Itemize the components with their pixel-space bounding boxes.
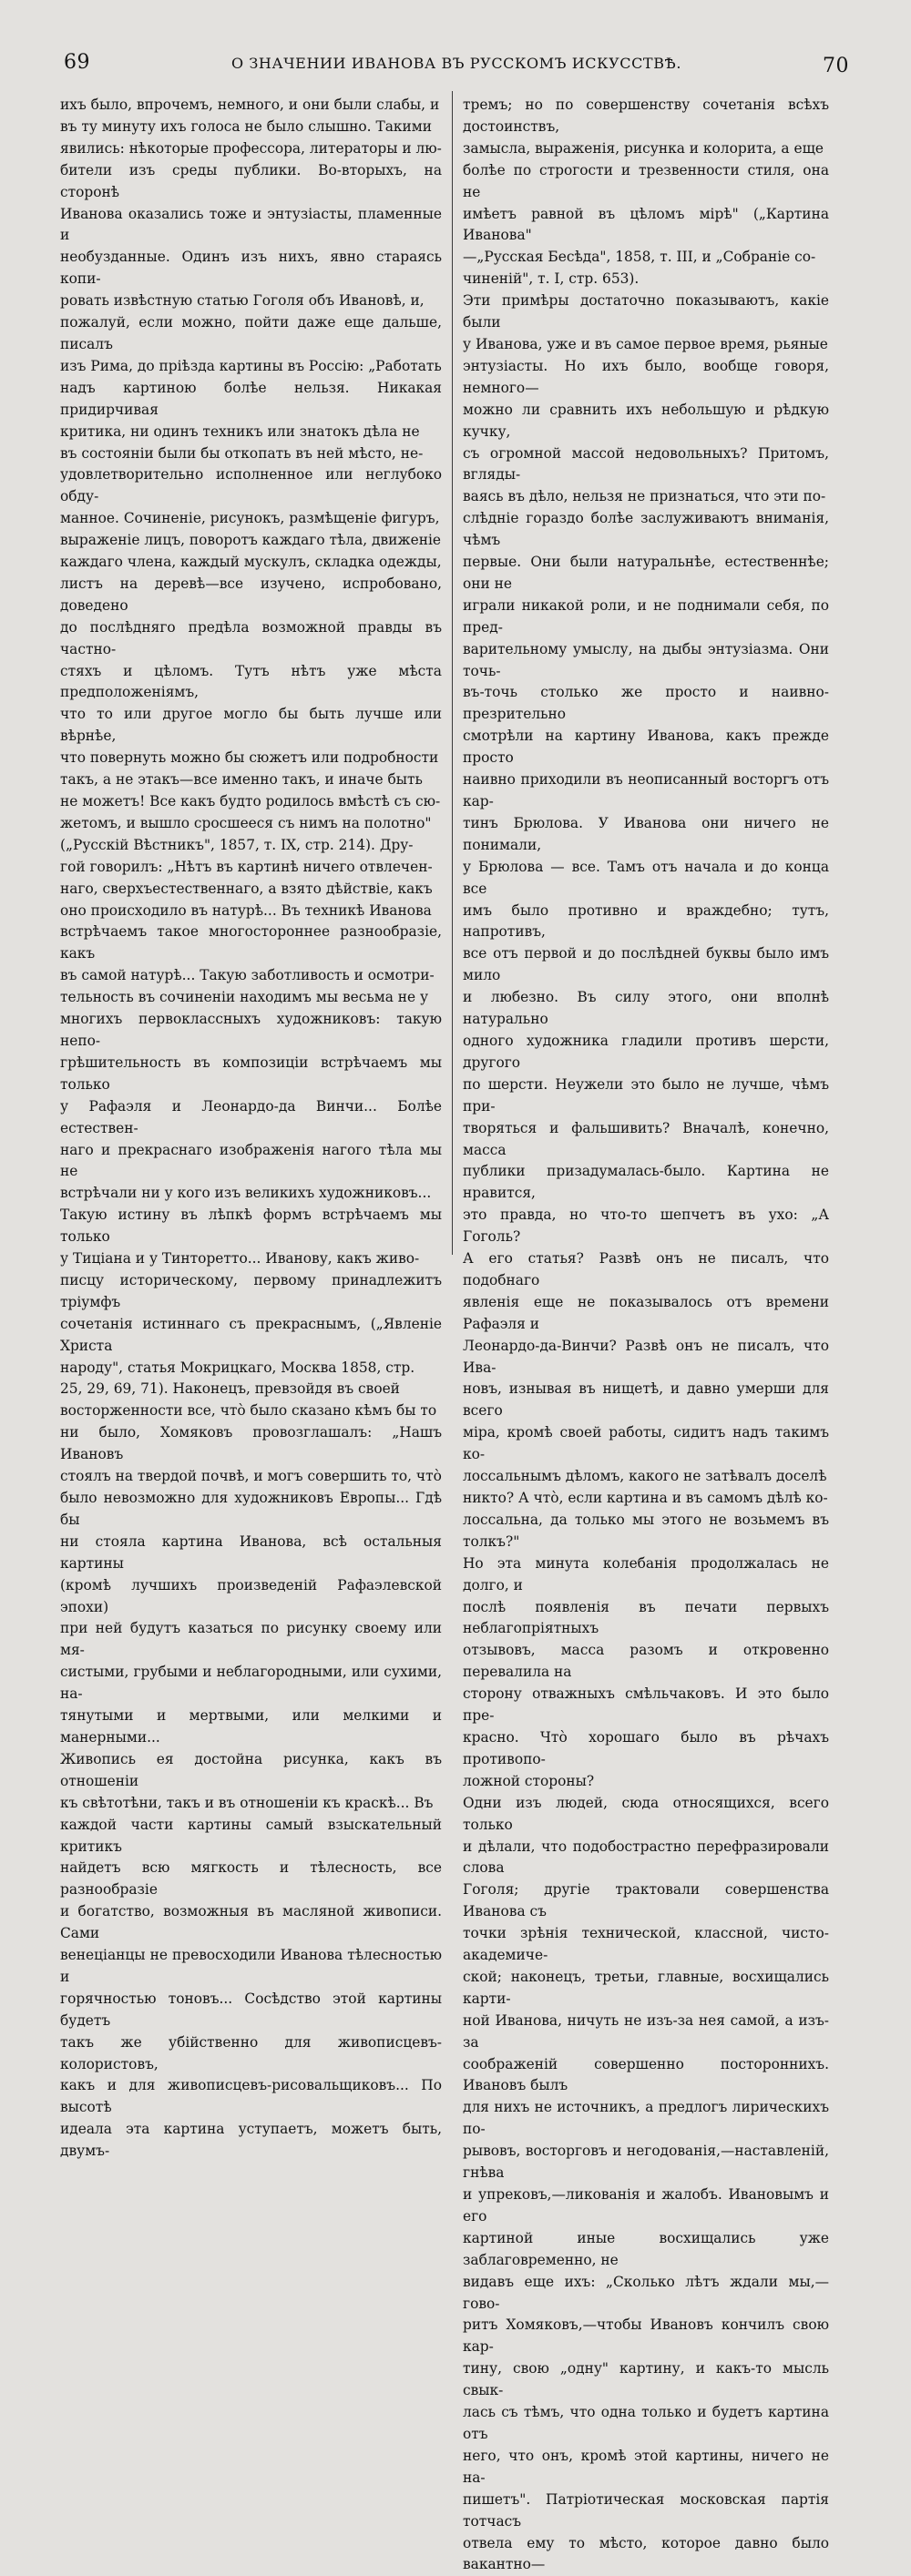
column-divider	[452, 91, 453, 1255]
left-column-text: ихъ было, впрочемъ, немного, и они были слабы, и въ ту минуту ихъ голоса не было слышно. Такими явились: нѣкоторые профессора, литераторы и лю- бители изъ среды публики. Во-вторыхъ, на сторонѣ Иванова оказались тоже и энтузіасты, пламенные и необузданные. Одинъ изъ нихъ, явно стараясь копи- ровать извѣстную статью Гоголя объ Ивановѣ, и, пожалуй, если можно, пойти даже еще дальше, писалъ изъ Рима, до пріѣзда картины въ Россію: „Работать надъ картиною болѣе нельзя. Никакая придирчивая критика, ни одинъ техникъ или знатокъ дѣла не въ состояніи были бы откопать въ ней мѣсто, не- удовлетворительно исполненное или неглубоко обду- манное. Сочиненіе, рисунокъ, размѣщеніе фигуръ, выраженіе лицъ, поворотъ каждаго тѣла, движеніе каждаго члена, каждый мускулъ, складка одежды, листъ на деревѣ—все изучено, испробовано, доведено до послѣдняго предѣла возможной правды въ частно- стяхъ и цѣломъ. Тутъ нѣтъ уже мѣста предположеніямъ, что то или другое могло бы быть лучше или вѣрнѣе, что повернуть можно бы сюжетъ или подробности такъ, а не этакъ—все именно такъ, и иначе быть не можетъ! Все какъ будто родилось вмѣстѣ съ сю- жетомъ, и вышло сросшееся съ нимъ на полотно" („Русскій Вѣстникъ", 1857, т. IX, стр. 214). Дру- гой говорилъ: „Нѣтъ въ картинѣ ничего отвлечен- наго, сверхъестественнаго, а взято дѣйствіе, какъ оно происходило въ натурѣ... Въ техникѣ Иванова встрѣчаемъ такое многостороннее разнообразіе, какъ въ самой натурѣ... Такую заботливость и осмотри- тельность въ сочиненіи находимъ мы весьма не у многихъ первоклассныхъ художниковъ: такую непо- грѣшительность въ композиціи встрѣчаемъ мы только у Рафаэля и Леонардо-да Винчи... Болѣе естествен- наго и прекраснаго изображенія нагого тѣла мы не встрѣчали ни у кого изъ великихъ художниковъ... Такую истину въ лѣпкѣ формъ встрѣчаемъ мы только у Тиціана и у Тинторетто... Иванову, какъ живо- писцу историческому, первому принадлежитъ тріумфъ сочетанія истиннаго съ прекраснымъ, („Явленіе Христа народу", статья Мокрицкаго, Москва 1858, стр. 25, 29, 69, 71). Наконецъ, превзойдя въ своей восторженности все, чтò было сказано кѣмъ бы то ни было, Хомяковъ провозглашалъ: „Нашъ Ивановъ стоялъ на твердой почвѣ, и могъ совершить то, чтò было невозможно для художниковъ Европы... Гдѣ бы ни стояла картина Иванова, всѣ остальныя картины (кромѣ лучшихъ произведеній Рафаэлевской эпохи) при ней будутъ казаться по рисунку своему или мя- систыми, грубыми и неблагородными, или сухими, на- тянутыми и мертвыми, или мелкими и манерными... Живопись ея достойна рисунка, какъ въ отношеніи къ свѣтотѣни, такъ и въ отношеніи къ краскѣ... Въ каждой части картины самый взыскательный критикъ найдетъ всю мягкость и тѣлесность, все разнообразіе и богатство, возможныя въ масляной живописи. Сами венеціанцы не превосходили Иванова тѣлесностью и горячностью тоновъ... Сосѣдство этой картины будетъ такъ же убійственно для живописцевъ-колористовъ, какъ и для живописцевъ-рисовальщиковъ... По высотѣ идеала эта картина уступаетъ, можетъ быть, двумъ-	[60, 97, 442, 2160]
right-column-text: тремъ; но по совершенству сочетанія всѣхъ достоинствъ, замысла, выраженія, рисунка и колорита, а еще болѣе по строгости и трезвенности стиля, она не имѣетъ равной въ цѣломъ мірѣ" („Картина Иванова" —„Русская Бесѣда", 1858, т. III, и „Собраніе со- чиненій", т. I, стр. 653). Эти примѣры достаточно показываютъ, какіе были у Иванова, уже и въ самое первое время, рьяные энтузіасты. Но ихъ было, вообще говоря, немного— можно ли сравнить ихъ небольшую и рѣдкую кучку, съ огромной массой недовольныхъ? Притомъ, вгляды- ваясь въ дѣло, нельзя не признаться, что эти по- слѣдніе гораздо болѣе заслуживаютъ вниманія, чѣмъ первые. Они были натуральнѣе, естественнѣе; они не играли никакой роли, и не поднимали себя, по пред- варительному умыслу, на дыбы энтузіазма. Они точь- въ-точь столько же просто и наивно-презрительно смотрѣли на картину Иванова, какъ прежде просто наивно приходили въ неописанный восторгъ отъ кар- тинъ Брюлова. У Иванова они ничего не понимали, у Брюлова — все. Тамъ отъ начала и до конца все имъ было противно и враждебно; тутъ, напротивъ, все отъ первой и до послѣдней буквы было имъ мило и любезно. Въ силу этого, они вполнѣ натурально одного художника гладили противъ шерсти, другого по шерсти. Неужели это было не лучше, чѣмъ при- творяться и фальшивить? Вначалѣ, конечно, масса публики призадумалась-было. Картина не нравится, это правда, но что-то шепчетъ въ ухо: „А Гоголь? А его статья? Развѣ онъ не писалъ, что подобнаго явленія еще не показывалось отъ времени Рафаэля и Леонардо-да-Винчи? Развѣ онъ не писалъ, что Ива- новъ, изнывая въ нищетѣ, и давно умерши для всего міра, кромѣ своей работы, сидитъ надъ такимъ ко- лоссальнымъ дѣломъ, какого не затѣвалъ доселѣ никто? А чтò, если картина и въ самомъ дѣлѣ ко- лоссальна, да только мы этого не возьмемъ въ толкъ?" Но эта минута колебанія продолжалась не долго, и послѣ появленія въ печати первыхъ неблагопріятныхъ отзывовъ, масса разомъ и откровенно перевалила на сторону отважныхъ смѣльчаковъ. И это было пре- красно. Чтò хорошаго было въ рѣчахъ противопо- ложной стороны? Одни изъ людей, сюда относящихся, всего только и дѣлали, что подобострастно перефразировали слова Гоголя; другіе трактовали совершенства Иванова съ точки зрѣнія технической, классной, чисто-академиче- ской; наконецъ, третьи, главные, восхищались карти- ной Иванова, ничуть не изъ-за нея самой, а изъ-за соображеній совершенно постороннихъ. Ивановъ былъ для нихъ не источникъ, а предлогъ лирическихъ по- рывовъ, восторговъ и негодованія,—наставленій, гнѣва и упрековъ,—ликованія и жалобъ. Ивановымъ и его картиной иные восхищались уже заблаговременно, не видавъ еще ихъ: „Сколько лѣтъ ждали мы,—гово- ритъ Хомяковъ,—чтобы Ивановъ кончилъ свою кар- тину, свою „одну" картину, и какъ-то мысль свык- лась съ тѣмъ, что одна только и будетъ картина отъ него, что онъ, кромѣ этой картины, ничего не на- пишетъ". Патріотическая московская партія тотчасъ отвела ему то мѣсто, которое давно было вакантно—	[463, 97, 829, 2573]
page-number-left: 69	[64, 51, 90, 74]
page-number-right: 70	[823, 55, 849, 77]
running-title: О ЗНАЧЕНИИ ИВАНОВА ВЪ РУССКОМЪ ИСКУССТВѢ.	[230, 55, 682, 72]
running-header	[64, 51, 849, 82]
